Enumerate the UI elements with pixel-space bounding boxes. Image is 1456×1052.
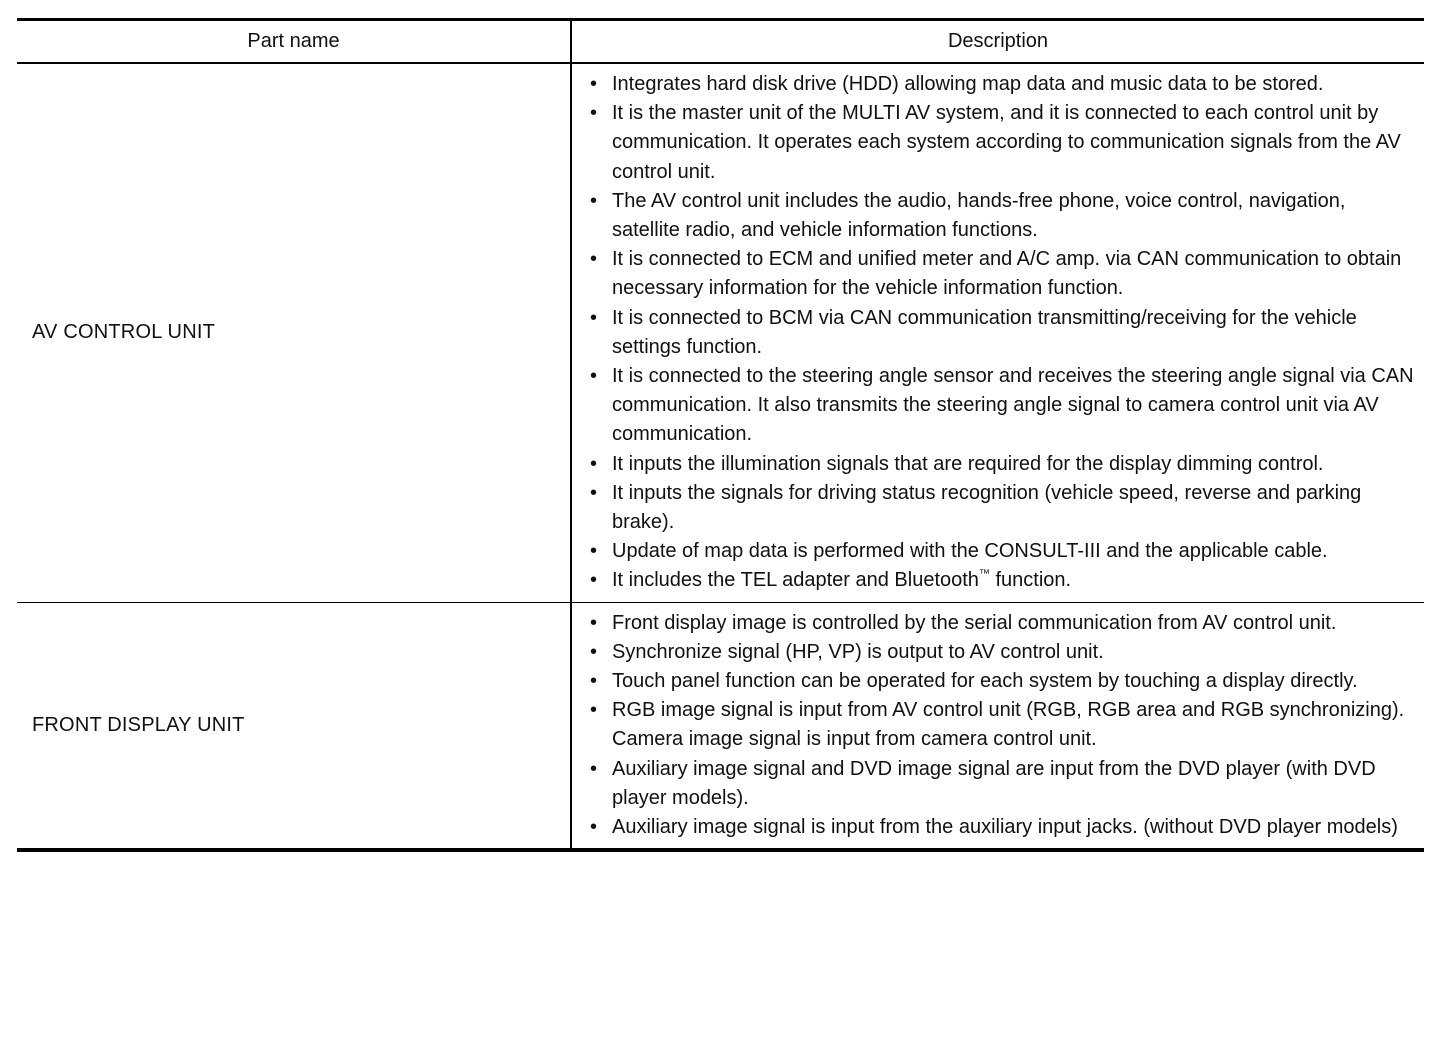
trademark-symbol: ™ [978,568,990,581]
header-description: Description [571,20,1424,64]
part-name-cell: FRONT DISPLAY UNIT [17,602,571,850]
table-row-av-control-unit [17,63,1424,602]
parts-description-table [17,18,1424,852]
list-item: • Touch panel function can be operated for each system by touching a display directly. [584,667,1418,696]
list-item: • It is connected to ECM and unified meter and A/C amp. via CAN communication to obtain necessary information for the vehicle information function. [584,245,1418,303]
list-item: • Synchronize signal (HP, VP) is output to AV control unit. [584,638,1418,667]
header-row [17,20,1424,64]
list-item: • Auxiliary image signal is input from the auxiliary input jacks. (without DVD player models) [584,813,1418,842]
list-item: • It is connected to BCM via CAN communication transmitting/receiving for the vehicle settings function. [584,304,1418,362]
description-cell [571,63,1424,602]
list-item: • It is connected to the steering angle sensor and receives the steering angle signal via CAN communication. It also transmits the steering angle signal to camera control unit via AV communication. [584,362,1418,450]
list-item: • Auxiliary image signal and DVD image signal are input from the DVD player (with DVD player models). [584,755,1418,813]
bullet-text: function. [989,569,1072,592]
description-list [584,70,1418,596]
description-list [584,609,1418,843]
list-item: • It inputs the signals for driving status recognition (vehicle speed, reverse and parking brake). [584,479,1418,537]
table-row-front-display-unit [17,602,1424,850]
list-item: • The AV control unit includes the audio, hands-free phone, voice control, navigation, satellite radio, and vehicle information functions. [584,187,1418,245]
list-item: • It is the master unit of the MULTI AV system, and it is connected to each control unit by communication. It operates each system according to communication signals from the AV control unit. [584,99,1418,187]
part-name-cell: AV CONTROL UNIT [17,63,571,602]
list-item: • Front display image is controlled by the serial communication from AV control unit. [584,609,1418,638]
bullet-text: It includes the TEL adapter and Bluetooth [612,569,979,592]
header-part-name: Part name [17,20,571,64]
list-item: • It inputs the illumination signals that are required for the display dimming control. [584,450,1418,479]
list-item: • Update of map data is performed with the CONSULT-III and the applicable cable. [584,537,1418,566]
list-item [584,566,1418,595]
list-item: • RGB image signal is input from AV control unit (RGB, RGB area and RGB synchronizing). Camera image signal is input from camera control unit. [584,696,1418,754]
list-item: • Integrates hard disk drive (HDD) allowing map data and music data to be stored. [584,70,1418,99]
description-cell [571,602,1424,850]
